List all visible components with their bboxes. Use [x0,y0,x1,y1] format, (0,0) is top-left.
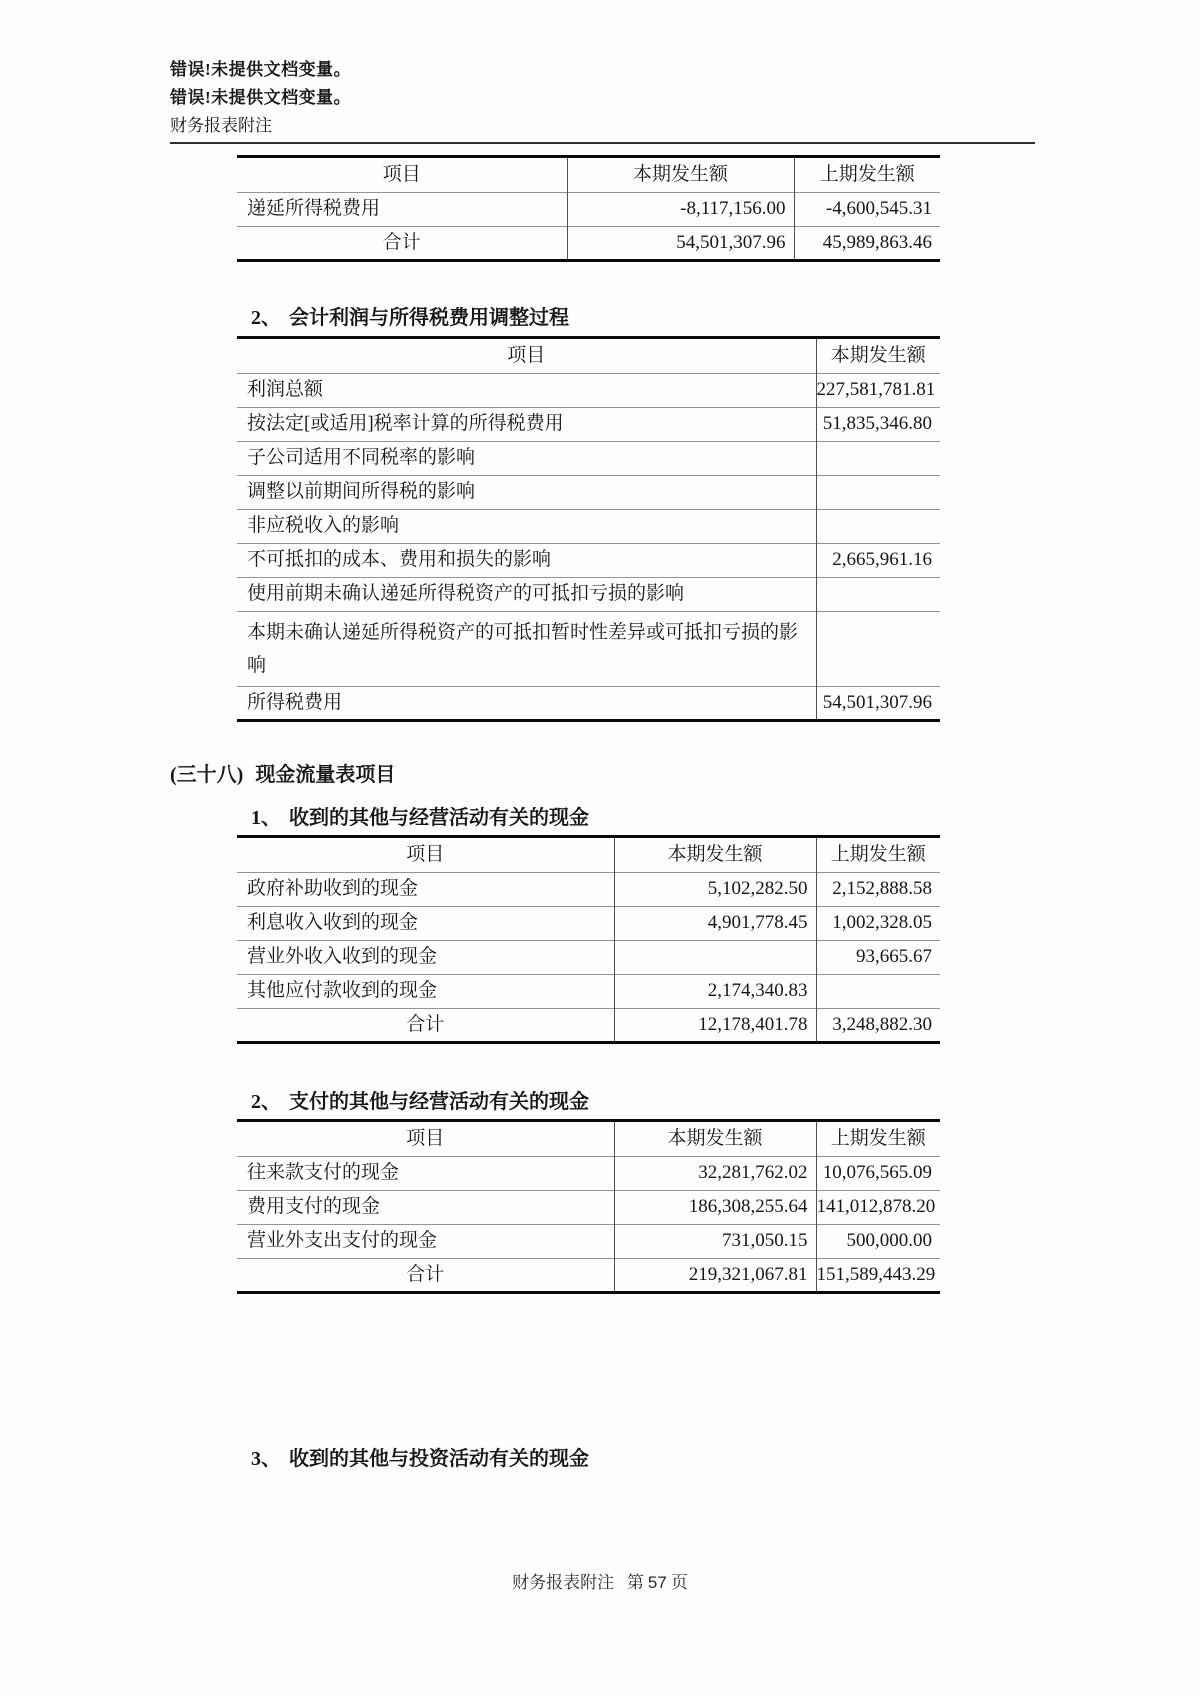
subsection-title: 收到的其他与投资活动有关的现金 [289,1448,589,1470]
table-row [237,612,940,687]
table-header-row [237,338,940,374]
row-current-value [816,510,940,544]
total-prior-value: 45,989,863.46 [794,227,940,261]
subsection-heading-other-cash-paid-operating [237,1087,940,1117]
table-row [237,544,940,578]
col-header-current: 本期发生额 [816,338,940,374]
row-current-value [816,612,940,687]
row-prior-value: -4,600,545.31 [794,193,940,227]
row-current-value: 4,901,778.45 [614,907,816,941]
row-item: 往来款支付的现金 [247,1162,400,1184]
page-footer [0,1568,1200,1593]
table-row [237,442,940,476]
row-item: 按法定[或适用]税率计算的所得税费用 [247,413,564,435]
table-row [237,907,940,941]
section-heading-cash-flow-items [170,760,395,790]
total-current-value: 12,178,401.78 [614,1009,816,1043]
running-header [170,56,1035,144]
row-prior-value: 141,012,878.20 [816,1191,940,1225]
footer-page-suffix: 页 [670,1573,688,1592]
table-header-row [237,1121,940,1157]
table-total-row [237,1009,940,1043]
col-header-current: 本期发生额 [567,157,794,193]
row-prior-value: 93,665.67 [816,941,940,975]
row-current-value: 2,174,340.83 [614,975,816,1009]
row-item: 本期未确认递延所得税资产的可抵扣暂时性差异或可抵扣亏损的影响 [247,622,799,676]
row-item: 费用支付的现金 [247,1196,381,1218]
subsection-heading-other-cash-received-operating [237,803,940,833]
total-prior-value: 3,248,882.30 [816,1009,940,1043]
section-number: 2、 [251,307,281,329]
section-heading-tax-adjustment [237,303,940,333]
total-label: 合计 [382,231,421,253]
row-item: 使用前期未确认递延所得税资产的可抵扣亏损的影响 [247,583,685,605]
row-current-value: 731,050.15 [614,1225,816,1259]
row-prior-value: 2,152,888.58 [816,873,940,907]
row-current-value [816,476,940,510]
row-current-value [816,578,940,612]
row-current-value: -8,117,156.00 [567,193,794,227]
col-header-prior: 上期发生额 [816,837,940,873]
row-item: 子公司适用不同税率的影响 [247,447,476,469]
table-total-row [237,687,940,721]
footer-page-prefix: 第 [626,1573,644,1592]
col-header-prior: 上期发生额 [816,1121,940,1157]
deferred-tax-table [237,155,940,262]
row-item: 营业外支出支付的现金 [247,1230,438,1252]
row-item: 营业外收入收到的现金 [247,946,438,968]
row-current-value: 227,581,781.81 [816,374,940,408]
col-header-item: 项目 [406,1127,445,1149]
col-header-prior: 上期发生额 [794,157,940,193]
row-prior-value: 10,076,565.09 [816,1157,940,1191]
total-label: 合计 [406,1013,445,1035]
total-label: 合计 [406,1263,445,1285]
row-current-value: 2,665,961.16 [816,544,940,578]
subsection-number: 3、 [251,1448,281,1470]
tax-adjustment-table [237,336,940,722]
total-prior-value: 151,589,443.29 [816,1259,940,1293]
total-current-value: 219,321,067.81 [614,1259,816,1293]
table-total-row [237,1259,940,1293]
subsection-title: 支付的其他与经营活动有关的现金 [289,1091,589,1113]
table-header-row [237,157,940,193]
col-header-current: 本期发生额 [614,837,816,873]
subsection-number: 2、 [251,1091,281,1113]
row-item: 不可抵扣的成本、费用和损失的影响 [247,549,552,571]
row-current-value: 54,501,307.96 [816,687,940,721]
table-row [237,408,940,442]
row-item: 非应税收入的影响 [247,515,400,537]
table-row [237,193,940,227]
section-number: (三十八) [170,764,244,786]
footer-doc-label: 财务报表附注 [512,1573,615,1592]
table-row [237,1225,940,1259]
table-row [237,1157,940,1191]
cash-received-operating-table [237,835,940,1044]
col-header-item: 项目 [382,163,421,185]
header-subtitle: 财务报表附注 [170,116,272,135]
row-current-value: 186,308,255.64 [614,1191,816,1225]
col-header-item: 项目 [507,344,546,366]
col-header-item: 项目 [406,843,445,865]
row-prior-value [816,975,940,1009]
header-error-line-2: 错误!未提供文档变量。 [170,88,352,107]
row-prior-value: 500,000.00 [816,1225,940,1259]
row-current-value [614,941,816,975]
table-row [237,578,940,612]
col-header-current: 本期发生额 [614,1121,816,1157]
table-row [237,374,940,408]
row-current-value: 51,835,346.80 [816,408,940,442]
table-total-row [237,227,940,261]
row-item: 递延所得税费用 [247,198,381,220]
row-item: 所得税费用 [247,691,343,713]
cash-paid-operating-table [237,1119,940,1294]
row-item: 利润总额 [247,379,324,401]
section-title: 会计利润与所得税费用调整过程 [289,307,569,329]
subsection-heading-other-cash-received-investing [237,1444,940,1474]
row-current-value: 32,281,762.02 [614,1157,816,1191]
table-row [237,941,940,975]
section-title: 现金流量表项目 [255,764,396,786]
row-item: 利息收入收到的现金 [247,912,419,934]
subsection-number: 1、 [251,807,281,829]
row-item: 调整以前期间所得税的影响 [247,481,476,503]
footer-page-number: 57 [647,1573,667,1592]
row-item: 政府补助收到的现金 [247,878,419,900]
table-row [237,873,940,907]
table-row [237,1191,940,1225]
row-current-value: 5,102,282.50 [614,873,816,907]
table-header-row [237,837,940,873]
row-prior-value: 1,002,328.05 [816,907,940,941]
table-row [237,975,940,1009]
total-current-value: 54,501,307.96 [567,227,794,261]
header-rule [170,142,1035,144]
row-item: 其他应付款收到的现金 [247,980,438,1002]
table-row [237,510,940,544]
table-row [237,476,940,510]
row-current-value [816,442,940,476]
subsection-title: 收到的其他与经营活动有关的现金 [289,807,589,829]
header-error-line-1: 错误!未提供文档变量。 [170,60,352,79]
